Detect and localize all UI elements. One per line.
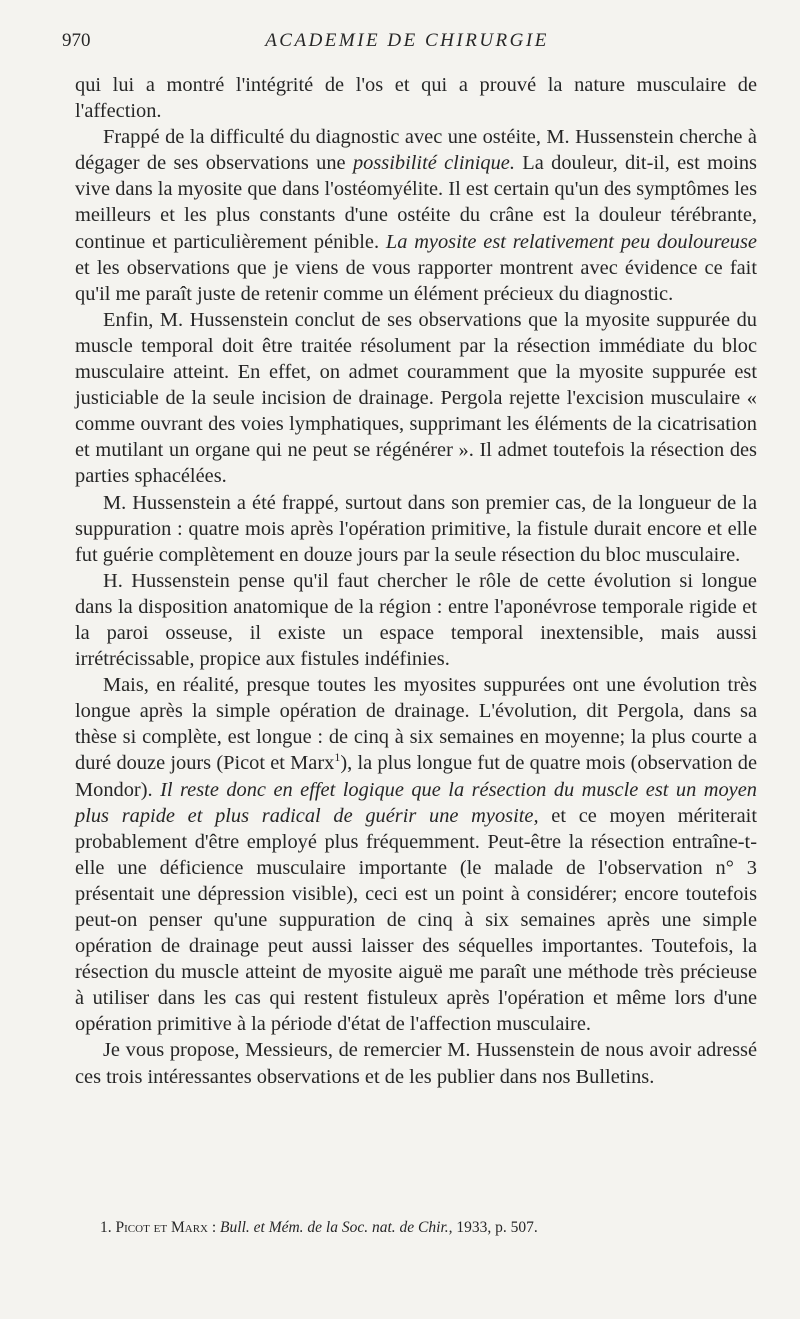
paragraph-6-emphasis: Il reste donc en effet logique que la résection du muscle est un moyen plus rapide et plus radical de guérir une myosite, — [75, 778, 757, 827]
page-number: 970 — [62, 30, 91, 51]
footnote-number: 1. — [100, 1219, 112, 1236]
paragraph-6 — [75, 672, 757, 1037]
page-header — [62, 30, 752, 60]
paragraph-5-text: H. Hussenstein pense qu'il faut chercher le rôle de cette évolution si longue dans la disposition anatomique de la région : entre l'aponévrose temporale rigide et la paroi osseuse, il existe un espace temporal inextensible, mais aussi irrétrécissable, propice aux fistules indéfinies. — [75, 569, 757, 671]
paragraph-3 — [75, 307, 757, 490]
paragraph-2-text-b: La douleur, dit-il, est moins vive dans la myosite que dans l'ostéomyélite. Il est certain qu'un des symptômes les meilleurs et les plus constants d'une ostéite du crâne est la douleur térébrante, continue et particulièrement pénible. — [75, 152, 757, 253]
paragraph-2-emphasis-a: possibilité clinique. — [352, 152, 515, 175]
running-head: ACADEMIE DE CHIRURGIE — [265, 30, 549, 51]
paragraph-2-text-a: Frappé de la difficulté du diagnostic avec une ostéite, M. Hussenstein cherche à dégager de ses observations une — [75, 126, 757, 175]
paragraph-3-text: Enfin, M. Hussenstein conclut de ses observations que la myosite suppurée du muscle temporal doit être traitée résolument par la résection immédiate du bloc musculaire atteint. En effet, on admet couramment que la myosite suppurée est justiciable de la seule incision de drainage. Pergola rejette l'excision musculaire « comme ouvrant des voies lymphatiques, supprimant les éléments de la cicatrisation et mutilant un organe qui ne peut se régénérer ». Il admet toutefois la résection des parties sphacélées. — [75, 308, 757, 488]
paragraph-6-text-a: Mais, en réalité, presque toutes les myosites suppurées ont une évolution très longue après la simple opération de drainage. L'évolution, dit Pergola, dans sa thèse si complète, est longue : de cinq à six semaines en moyenne; la plus courte a duré douze jours (Picot et Marx — [75, 674, 757, 775]
footnote-source: Bull. et Mém. de la Soc. nat. de Chir., — [220, 1219, 453, 1236]
paragraph-2-emphasis-b: La myosite est relativement peu douloureuse — [385, 230, 757, 253]
paragraph-6-text-c: et ce moyen mériterait probablement d'être employé plus fréquemment. Peut-être la résection entraîne-t-elle une déficience musculaire importante (le malade de l'observation n° 3 présentait une dépression visible), ceci est un point à considérer; encore toutefois peut-on penser qu'une suppuration de cinq à six semaines après une simple opération de drainage peut aussi laisser des séquelles importantes. Toutefois, la résection du muscle atteint de myosite aiguë me paraît une méthode très précieuse à utiliser dans les cas qui restent fistuleux après l'opération et même lors d'une opération primitive à la période d'état de l'affection musculaire. — [75, 804, 757, 1036]
paragraph-4-text: M. Hussenstein a été frappé, surtout dans son premier cas, de la longueur de la suppuration : quatre mois après l'opération primitive, la fistule durait encore et elle fut guérie complètement en douze jours par la seule résection du bloc musculaire. — [75, 491, 757, 566]
body-text — [75, 72, 757, 1090]
paragraph-5 — [75, 568, 757, 672]
paragraph-1 — [75, 72, 757, 124]
paragraph-1-text: qui lui a montré l'intégrité de l'os et qui a prouvé la nature musculaire de l'affection. — [75, 74, 757, 123]
footnote-details: 1933, p. 507. — [456, 1219, 538, 1236]
paragraph-4 — [75, 490, 757, 568]
footnote-reference[interactable]: 1 — [334, 750, 341, 765]
paragraph-6-text-b: ), la plus longue fut de quatre mois (observation de Mondor). — [75, 752, 757, 801]
paragraph-7-text: Je vous propose, Messieurs, de remercier M. Hussenstein de nous avoir adressé ces trois intéressantes observations et de les publier dans nos Bulletins. — [75, 1039, 757, 1088]
paragraph-2 — [75, 124, 757, 307]
paragraph-7 — [75, 1037, 757, 1089]
footnote — [100, 1219, 538, 1237]
footnote-authors: Picot et Marx : — [115, 1219, 217, 1236]
paragraph-2-text-c: et les observations que je viens de vous rapporter montrent avec évidence ce fait qu'il me paraît juste de retenir comme un élément précieux du diagnostic. — [75, 256, 757, 305]
